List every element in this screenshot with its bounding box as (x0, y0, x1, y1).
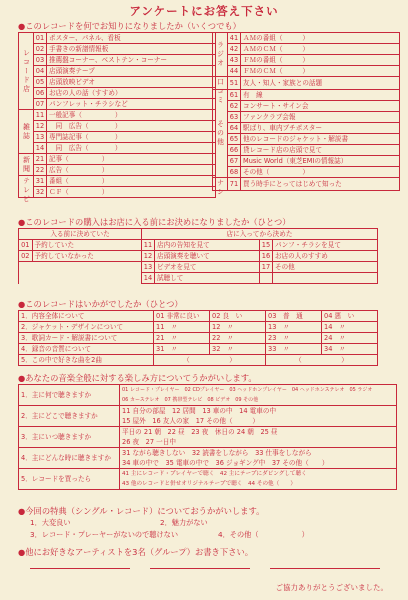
option-text: 予約していなかった (32, 251, 141, 262)
option-number[interactable]: 51 (228, 77, 241, 90)
option-text: 店頭放映ビデオ (47, 77, 216, 88)
option-text: 広告（ ） (47, 165, 216, 176)
option-number[interactable]: 13 (34, 132, 47, 143)
option-text: 買う時手にとってはじめて知った (241, 178, 400, 191)
option-text: お店の人のすすめ (273, 251, 378, 262)
option-row[interactable] (19, 143, 216, 154)
group-label: テレビ (19, 176, 34, 198)
option-text: 予約していた (32, 240, 141, 251)
rating-label: 1．内容全体について (19, 311, 154, 322)
group-label: その他 (213, 90, 228, 178)
rating-option[interactable]: 32 〃 (210, 344, 266, 355)
option-row[interactable] (213, 167, 400, 178)
group-label: ナシ (213, 178, 228, 191)
option-number[interactable]: 22 (34, 165, 47, 176)
q1-heading: ●このレコードを何でお知りになりましたか（いくつでも） (18, 21, 241, 31)
option-number[interactable]: 14 (34, 143, 47, 154)
option-row[interactable] (19, 66, 216, 77)
rating-row[interactable] (19, 355, 378, 366)
option-text: 試聴して (155, 273, 260, 284)
option-number[interactable]: 11 (142, 240, 155, 251)
option-row[interactable] (213, 101, 400, 112)
option-number[interactable]: 14 (142, 273, 155, 284)
habit-options[interactable]: 31 ながら聴きしない 32 読書をしながら 33 仕事をしながら (120, 448, 397, 459)
option-number[interactable]: 12 (34, 121, 47, 132)
habit-options[interactable]: 01 レコード・プレイヤー 02 CDプレイヤー 03 ヘッドホンプレイヤー 04 ヘッドホンステレオ 05 ラジオ (120, 385, 397, 396)
option-text: ＦＭのＣＭ（ ） (241, 66, 400, 77)
option-row[interactable] (19, 187, 216, 198)
option-text: ＦＭの番組（ ） (241, 55, 400, 66)
option-text: 手書きの新譜情報板 (47, 44, 216, 55)
rating-option[interactable]: 12 〃 (210, 322, 266, 333)
option-number[interactable]: 64 (228, 123, 241, 134)
option-number[interactable]: 17 (260, 262, 273, 273)
habit-label: 4．主にどんな時に聴きますか (19, 448, 120, 469)
habit-options[interactable]: 06 カーステレオ 07 携帯型テレビ 08 ビデオ 09 その他 (120, 395, 397, 406)
habit-row[interactable] (19, 469, 397, 480)
option-number[interactable]: 41 (228, 33, 241, 44)
option-number[interactable]: 42 (228, 44, 241, 55)
option-number[interactable]: 61 (228, 90, 241, 101)
option-row[interactable] (213, 55, 400, 66)
option-row[interactable] (19, 88, 216, 99)
option-number[interactable]: 21 (34, 154, 47, 165)
option-row[interactable] (213, 33, 400, 44)
option-number[interactable] (19, 262, 33, 273)
rating-row[interactable] (19, 311, 378, 322)
rating-option[interactable]: 11 〃 (154, 322, 210, 333)
option-row[interactable] (19, 240, 378, 251)
group-label: ラジオ (213, 33, 228, 77)
option-number[interactable]: 44 (228, 66, 241, 77)
option-text: 番組（ ） (47, 176, 216, 187)
q6-heading: ●他にお好きなアーティストを3名（グループ）お書き下さい。 (18, 547, 254, 557)
option-row[interactable] (19, 154, 216, 165)
option-number[interactable]: 68 (228, 167, 241, 178)
q5-heading: ●今回の特典（シングル・レコード）についておうかがいします。 (18, 506, 265, 516)
option-number[interactable]: 06 (34, 88, 47, 99)
habit-options[interactable]: 41 主にレコード・プレイヤーで聴く 42 主にテープにダビングして聴く (120, 469, 397, 480)
option-text: 推薦盤コーナー、ベストテン・コーナー (47, 55, 216, 66)
option-text: お店の人の話（すすめ） (47, 88, 216, 99)
rating-option[interactable]: 22 〃 (210, 333, 266, 344)
option-text: 友人・知人・家族との話題 (241, 77, 400, 90)
bonus-option[interactable]: 1．大変良い (30, 518, 71, 527)
option-row[interactable] (19, 165, 216, 176)
option-number[interactable]: 07 (34, 99, 47, 110)
option-row[interactable] (19, 99, 216, 110)
option-text: 店内の告知を見て (155, 240, 260, 251)
group-label: 口コミ (213, 77, 228, 90)
option-row[interactable] (213, 66, 400, 77)
rating-option[interactable]: 21 〃 (154, 333, 210, 344)
rating-option[interactable]: 23 〃 (266, 333, 322, 344)
option-number[interactable]: 02 (19, 251, 33, 262)
col-after-header: 店に入ってから決めた (142, 229, 378, 240)
rating-option[interactable]: 01 非常に良い (154, 311, 210, 322)
option-text: ビデオを見て (155, 262, 260, 273)
thanks-footer: ご協力ありがとうございました。 (275, 583, 388, 592)
habit-options[interactable]: 平日の 21 朝 22 昼 23 夜 休日の 24 朝 25 昼 (120, 427, 397, 438)
option-text: ファンクラブ会報 (241, 112, 400, 123)
q2-heading: ●このレコードの購入はお店に入る前にお決めになりましたか（ひとつ） (18, 217, 291, 227)
rating-option[interactable]: 02 良 い (210, 311, 266, 322)
option-text: 同 広告（ ） (47, 143, 216, 154)
option-number[interactable]: 32 (34, 187, 47, 198)
habit-label: 2．主にどこで聴きますか (19, 406, 120, 427)
page-title: アンケートにお答え下さい (129, 4, 279, 18)
option-row[interactable] (19, 273, 378, 284)
option-text (32, 273, 141, 284)
bonus-option[interactable]: 3．レコード・プレーヤーがないので聴けない (30, 530, 179, 539)
option-number[interactable]: 01 (19, 240, 33, 251)
rating-row[interactable] (19, 322, 378, 333)
option-row[interactable] (213, 145, 400, 156)
option-number[interactable]: 71 (228, 178, 241, 191)
option-text: ＡＭのＣＭ（ ） (241, 44, 400, 55)
rating-option[interactable]: 34 〃 (322, 344, 378, 355)
option-text: パンフレット・チラシなど (47, 99, 216, 110)
option-number[interactable]: 66 (228, 145, 241, 156)
option-text: コンサート・サイン会 (241, 101, 400, 112)
habit-label: 5．レコードを買ったら (19, 469, 120, 490)
rating-option[interactable]: 24 〃 (322, 333, 378, 344)
rating-option[interactable]: 04 悪 い (322, 311, 378, 322)
artist-line-2[interactable] (150, 568, 250, 569)
option-number[interactable] (19, 273, 33, 284)
q3-heading: ●このレコードはいかがでしたか（ひとつ） (18, 299, 183, 309)
option-row[interactable] (19, 121, 216, 132)
bonus-option[interactable]: 2．魅力がない (160, 518, 208, 527)
option-text: その他 (273, 262, 378, 273)
option-number[interactable]: 05 (34, 77, 47, 88)
habit-options[interactable]: 15 屋外 16 友人の家 17 その他（ ） (120, 416, 397, 427)
option-text: 店頭演奏テープ (47, 66, 216, 77)
option-row[interactable] (19, 132, 216, 143)
option-row[interactable] (19, 33, 216, 44)
rating-label: 3．歌詞カード・解説書について (19, 333, 154, 344)
group-label: 雑誌 (19, 110, 34, 154)
option-number[interactable] (260, 273, 273, 284)
rating-label: 2．ジャケット・デザインについて (19, 322, 154, 333)
habit-row[interactable] (19, 385, 397, 396)
artist-line-1[interactable] (30, 568, 130, 569)
option-number[interactable]: 01 (34, 33, 47, 44)
option-row[interactable] (19, 77, 216, 88)
option-text (32, 262, 141, 273)
option-row[interactable] (19, 251, 378, 262)
option-text: ＡＭの番組（ ） (241, 33, 400, 44)
group-label: 新聞 (19, 154, 34, 176)
habit-row[interactable] (19, 427, 397, 438)
option-text: 他のレコードのジャケット・解説書 (241, 134, 400, 145)
option-row[interactable] (19, 55, 216, 66)
option-row[interactable] (213, 112, 400, 123)
q4-heading: ●あなたの音楽全般に対する楽しみ方についてうかがいします。 (18, 373, 257, 383)
habit-label: 3．主にいつ聴きますか (19, 427, 120, 448)
option-number[interactable]: 02 (34, 44, 47, 55)
option-text: 一般記事（ ） (47, 110, 216, 121)
option-text: 専門誌記事（ ） (47, 132, 216, 143)
option-number[interactable]: 16 (260, 251, 273, 262)
option-number[interactable]: 13 (142, 262, 155, 273)
option-row[interactable] (213, 77, 400, 90)
habit-row[interactable] (19, 448, 397, 459)
option-row[interactable] (213, 156, 400, 167)
habit-options[interactable]: 34 車の中で 35 電車の中で 36 ジョギング中 37 その他（ ） (120, 458, 397, 469)
option-text: 店頭演奏を聴いて (155, 251, 260, 262)
option-text (273, 273, 378, 284)
option-text: ＣＦ（ ） (47, 187, 216, 198)
option-text: ポスター、パネル、看板 (47, 33, 216, 44)
option-text: 有 線 (241, 90, 400, 101)
rating-option[interactable]: 03 普 通 (266, 311, 322, 322)
option-row[interactable] (19, 176, 216, 187)
option-row[interactable] (19, 262, 378, 273)
option-number[interactable]: 67 (228, 156, 241, 167)
rating-row[interactable] (19, 333, 378, 344)
group-label: レコード店 (19, 33, 34, 110)
option-row[interactable] (213, 178, 400, 191)
option-number[interactable]: 15 (260, 240, 273, 251)
option-row[interactable] (19, 110, 216, 121)
option-row[interactable] (213, 123, 400, 134)
option-row[interactable] (213, 134, 400, 145)
option-number[interactable]: 63 (228, 112, 241, 123)
option-number[interactable]: 31 (34, 176, 47, 187)
habit-label: 1．主に何で聴きますか (19, 385, 120, 406)
option-number[interactable]: 62 (228, 101, 241, 112)
option-number[interactable]: 04 (34, 66, 47, 77)
habit-options[interactable]: 43 他のレコードと併せオリジナルテープで聴く 44 その他（ ） (120, 479, 397, 490)
option-row[interactable] (213, 90, 400, 101)
habit-options[interactable]: 26 夜 27 一日中 (120, 437, 397, 448)
option-text: Music World（東芝EMIの情報誌） (241, 156, 400, 167)
option-row[interactable] (213, 44, 400, 55)
option-number[interactable]: 12 (142, 251, 155, 262)
option-text: パンフ・チラシを見て (273, 240, 378, 251)
rating-label: 4．録音の音質について (19, 344, 154, 355)
bonus-option[interactable]: 4．その他（ ） (218, 530, 309, 539)
rating-option[interactable]: 13 〃 (266, 322, 322, 333)
habit-options[interactable]: 11 自分の部屋 12 居間 13 車の中 14 電車の中 (120, 406, 397, 417)
favorite-song-1[interactable]: （ ） (154, 355, 266, 366)
option-text: 駅ばり、車内ブチポスター (241, 123, 400, 134)
option-number[interactable]: 43 (228, 55, 241, 66)
option-text: その他（ ） (241, 167, 400, 178)
rating-option[interactable]: 14 〃 (322, 322, 378, 333)
col-before-header: 入る前に決めていた (19, 229, 142, 240)
artist-line-3[interactable] (270, 568, 380, 569)
favorite-song-2[interactable]: （ ） (266, 355, 378, 366)
rating-option[interactable]: 33 〃 (266, 344, 322, 355)
rating-label: 5．この中で好きな曲を2曲 (19, 355, 154, 366)
rating-option[interactable]: 31 〃 (154, 344, 210, 355)
option-number[interactable]: 11 (34, 110, 47, 121)
option-text: 同 広告（ ） (47, 121, 216, 132)
habit-row[interactable] (19, 406, 397, 417)
option-text: 貸レコード店の店頭で見て (241, 145, 400, 156)
rating-row[interactable] (19, 344, 378, 355)
option-number[interactable]: 65 (228, 134, 241, 145)
option-row[interactable] (19, 44, 216, 55)
option-text: 記事（ ） (47, 154, 216, 165)
option-number[interactable]: 03 (34, 55, 47, 66)
